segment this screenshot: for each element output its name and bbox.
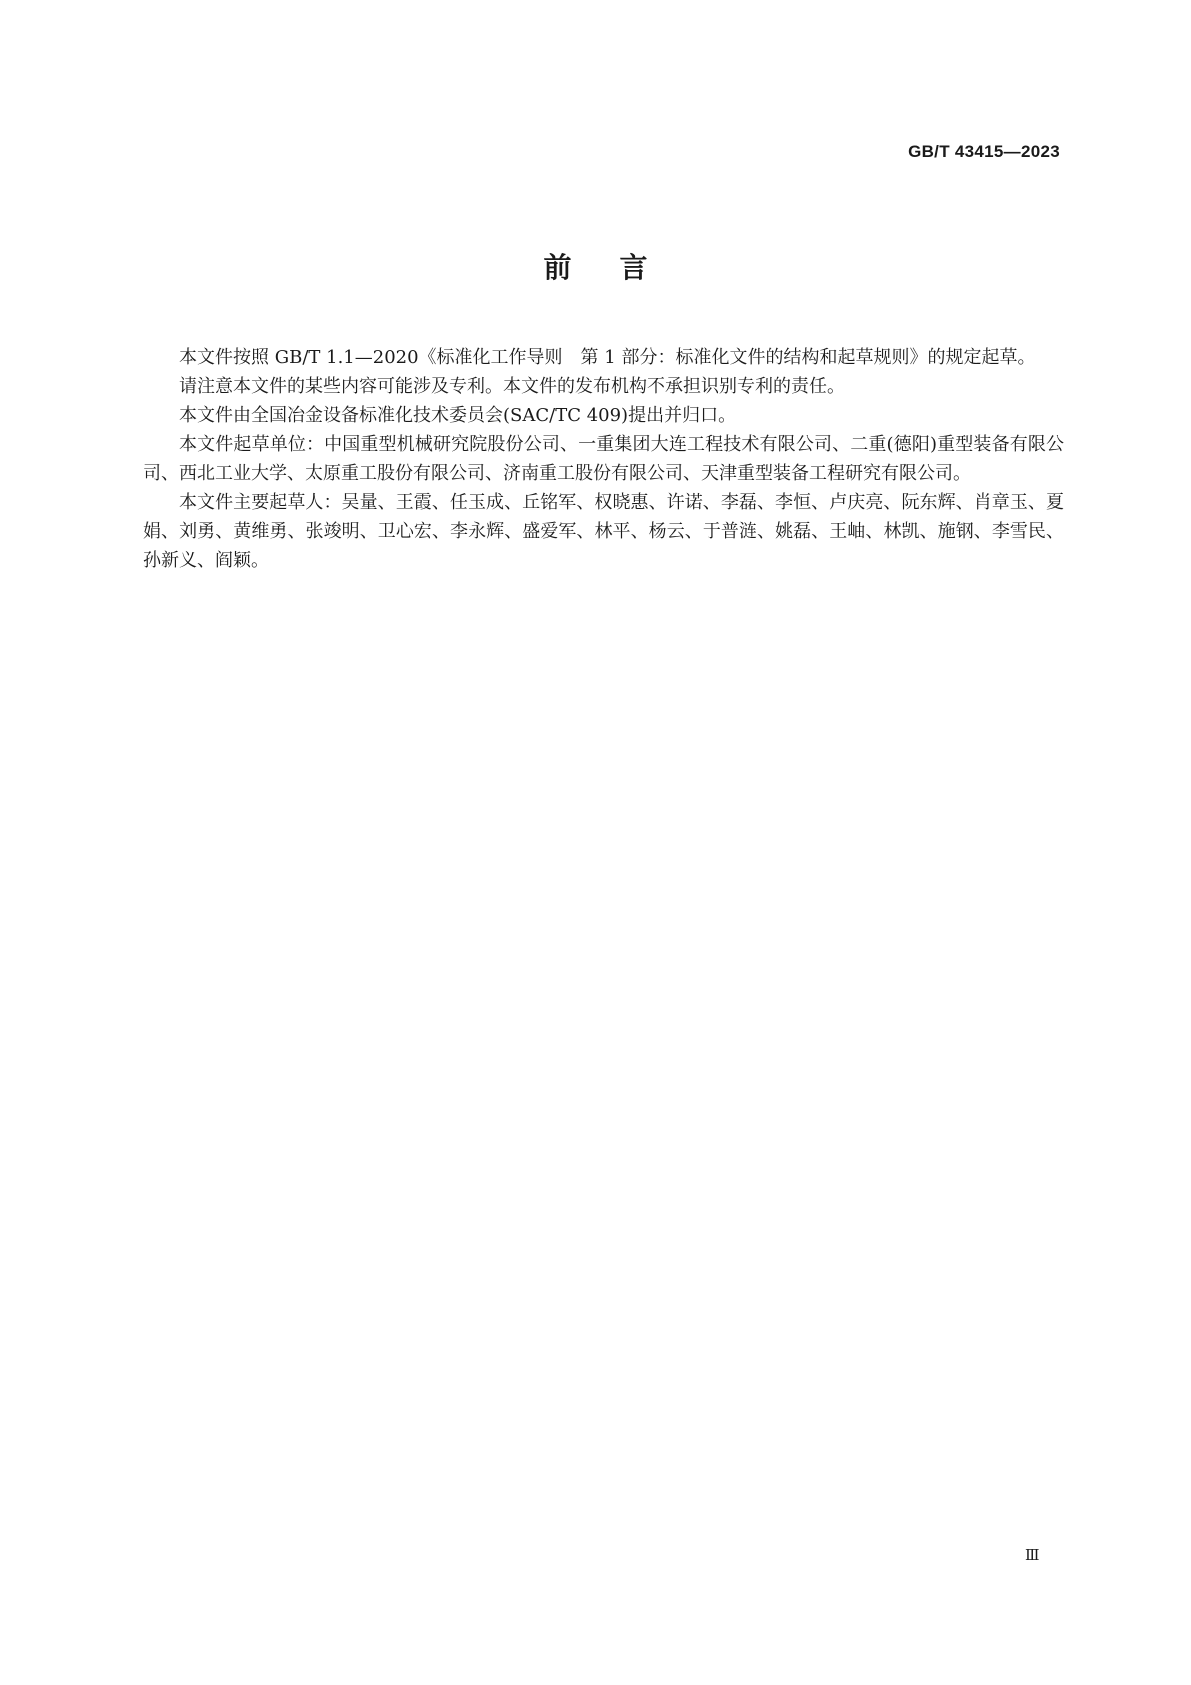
page-title: 前言 [543,251,696,284]
paragraph-drafting-units: 本文件起草单位：中国重型机械研究院股份公司、一重集团大连工程技术有限公司、二重(德阳)重型装备有限公司、西北工业大学、太原重工股份有限公司、济南重工股份有限公司、天津重型装备工程研究有限公司。 [143,434,1064,484]
paragraph-drafters: 本文件主要起草人：吴量、王霞、任玉成、丘铭军、权晓惠、许诺、李磊、李恒、卢庆亮、阮东辉、肖章玉、夏娟、刘勇、黄维勇、张竣明、卫心宏、李永辉、盛爱军、林平、杨云、于普涟、姚磊、王岫、林凯、施钢、李雪民、孙新义、阎颖。 [143,492,1064,571]
paragraph-drafting-rules: 本文件按照 GB/T 1.1—2020《标准化工作导则 第 1 部分：标准化文件的结构和起草规则》的规定起草。 [179,347,1036,368]
paragraph-proposer: 本文件由全国冶金设备标准化技术委员会(SAC/TC 409)提出并归口。 [179,405,737,426]
page-number: Ⅲ [1025,1546,1040,1564]
foreword-body [143,343,1064,575]
paragraph-patent-notice: 请注意本文件的某些内容可能涉及专利。本文件的发布机构不承担识别专利的责任。 [179,376,845,397]
standard-number: GB/T 43415—2023 [908,142,1060,161]
